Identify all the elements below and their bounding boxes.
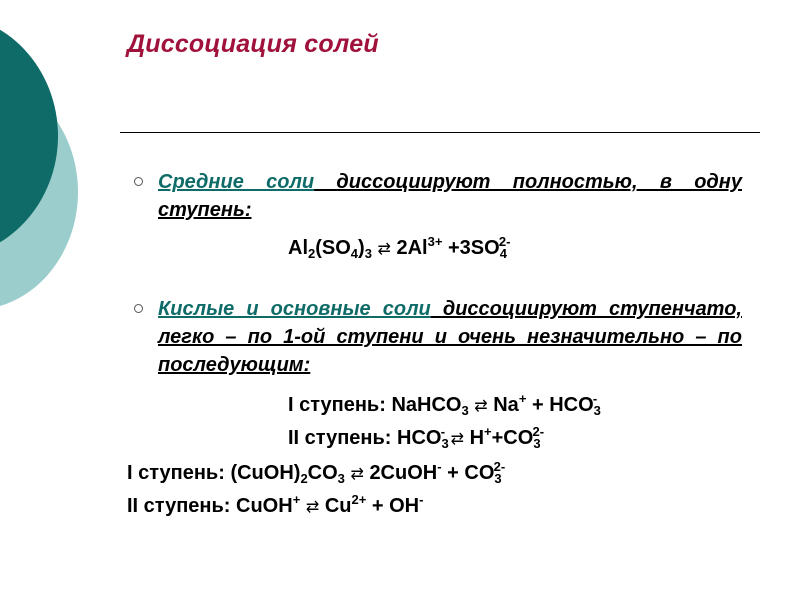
equilibrium-arrow-icon: ⇄ xyxy=(474,398,488,415)
bullet-circle-icon xyxy=(134,304,143,313)
bullet-highlight: Кислые и основные соли xyxy=(158,298,431,320)
bullet-rest: диссоциируют полностью, в одну ступень: xyxy=(158,171,742,221)
equation-3: II ступень: $HCO_3^-$ ⇄ $H^++CO_3^{2-}$ xyxy=(288,424,545,451)
equation-1: $Al_2(SO_4)_3$ ⇄ $2Al^{3+} +3SO_4^{2-}$ xyxy=(288,234,511,261)
equilibrium-arrow-icon: ⇄ xyxy=(305,499,320,516)
bullet-text-1 xyxy=(158,168,742,224)
equation-5: II ступень: CuOH+ ⇄ $Cu^{2+} + OH^-$ xyxy=(127,492,424,517)
equilibrium-arrow-icon: ⇄ xyxy=(350,466,364,483)
bullet-highlight: Средние соли xyxy=(158,171,315,193)
slide-title: Диссоциация солей xyxy=(127,30,379,58)
equilibrium-arrow-icon: ⇄ xyxy=(450,431,465,448)
bullet-circle-icon xyxy=(134,177,143,186)
title-divider xyxy=(120,132,760,133)
equilibrium-arrow-icon: ⇄ xyxy=(377,241,391,258)
equation-4: I ступень: $(CuOH)_2CO_3$ ⇄ 2CuOH- + $CO_3^{2-}$ xyxy=(127,459,506,486)
bullet-text-2 xyxy=(158,295,742,379)
equation-2: I ступень: NaHCO$_3$ ⇄ $Na^+ + HCO_3^-$ xyxy=(288,391,601,418)
bullet-rest: диссоциируют ступенчато, легко – по 1-ой ступени и очень незначительно – по последующим: xyxy=(158,298,742,376)
